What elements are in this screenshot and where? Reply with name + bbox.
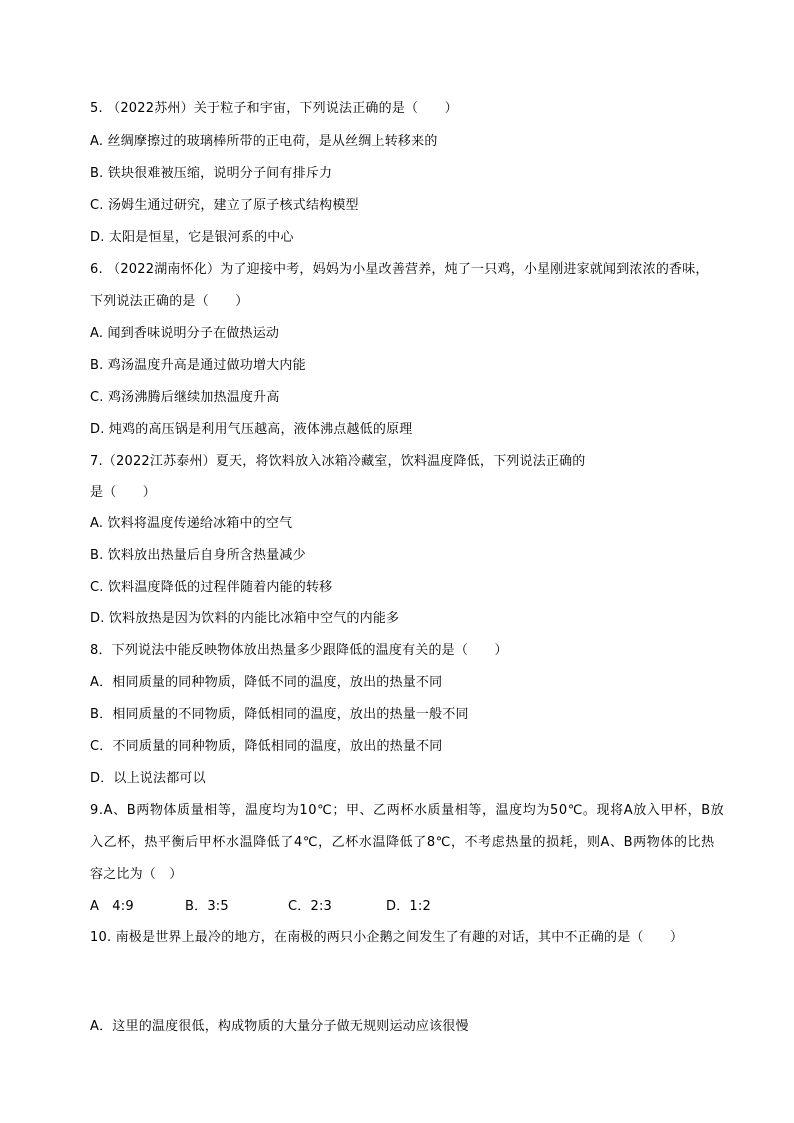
- q8-option-b: B．相同质量的不同物质，降低相同的温度，放出的热量一般不同: [90, 707, 469, 722]
- q8-option-c: C．不同质量的同种物质，降低相同的温度，放出的热量不同: [90, 739, 443, 754]
- q5-option-a: A. 丝绸摩擦过的玻璃棒所带的正电荷，是从丝绸上转移来的: [90, 134, 438, 149]
- q8-option-a: A．相同质量的同种物质，降低不同的温度，放出的热量不同: [90, 675, 443, 690]
- q8-option-d: D．以上说法都可以: [90, 771, 206, 786]
- q6-stem-line-1: 6. （2022湖南怀化）为了迎接中考，妈妈为小星改善营养，炖了一只鸡，小星刚进家就闻到浓浓的香味，: [90, 262, 709, 277]
- q6-option-b: B. 鸡汤温度升高是通过做功增大内能: [90, 358, 306, 373]
- q9-option-a: A 4:9: [90, 899, 134, 914]
- q7-option-c: C. 饮料温度降低的过程伴随着内能的转移: [90, 580, 333, 595]
- q5-stem: 5. （2022苏州）关于粒子和宇宙，下列说法正确的是（ ）: [90, 101, 458, 116]
- q7-option-a: A. 饮料将温度传递给冰箱中的空气: [90, 516, 293, 531]
- q9-option-b: B．3:5: [185, 899, 229, 914]
- q6-option-d: D. 炖鸡的高压锅是利用气压越高，液体沸点越低的原理: [90, 422, 413, 437]
- q6-option-a: A. 闻到香味说明分子在做热运动: [90, 326, 280, 341]
- q9-stem-line-1: 9.A、B两物体质量相等，温度均为10℃；甲、乙两杯水质量相等，温度均为50℃。现将A放入甲杯，B放: [90, 803, 725, 818]
- q5-option-c: C. 汤姆生通过研究，建立了原子核式结构模型: [90, 198, 359, 213]
- q7-stem-line-1: 7.（2022江苏泰州）夏天，将饮料放入冰箱冷藏室，饮料温度降低，下列说法正确的: [90, 454, 586, 469]
- q7-stem-line-2: 是（ ）: [90, 485, 157, 500]
- q7-option-d: D. 饮料放热是因为饮料的内能比冰箱中空气的内能多: [90, 611, 400, 626]
- q10-option-a: A．这里的温度很低，构成物质的大量分子做无规则运动应该很慢: [90, 1019, 469, 1034]
- q6-option-c: C. 鸡汤沸腾后继续加热温度升高: [90, 390, 280, 405]
- q6-stem-line-2: 下列说法正确的是（ ）: [90, 294, 249, 309]
- q10-stem: 10. 南极是世界上最冷的地方，在南极的两只小企鹅之间发生了有趣的对话，其中不正确的是（ ）: [90, 930, 684, 945]
- q8-stem: 8．下列说法中能反映物体放出热量多少跟降低的温度有关的是（ ）: [90, 643, 508, 658]
- q9-stem-line-3: 容之比为（ ）: [90, 867, 183, 882]
- q9-options-row: [90, 899, 431, 915]
- q5-option-d: D. 太阳是恒星，它是银河系的中心: [90, 230, 294, 245]
- q9-option-d: D．1:2: [386, 899, 431, 914]
- q9-stem-line-2: 入乙杯，热平衡后甲杯水温降低了4℃，乙杯水温降低了8℃，不考虑热量的损耗，则A、B两物体的比热: [90, 835, 715, 850]
- q9-option-c: C．2:3: [288, 899, 332, 914]
- q7-option-b: B. 饮料放出热量后自身所含热量减少: [90, 548, 306, 563]
- q5-option-b: B. 铁块很难被压缩，说明分子间有排斥力: [90, 166, 333, 181]
